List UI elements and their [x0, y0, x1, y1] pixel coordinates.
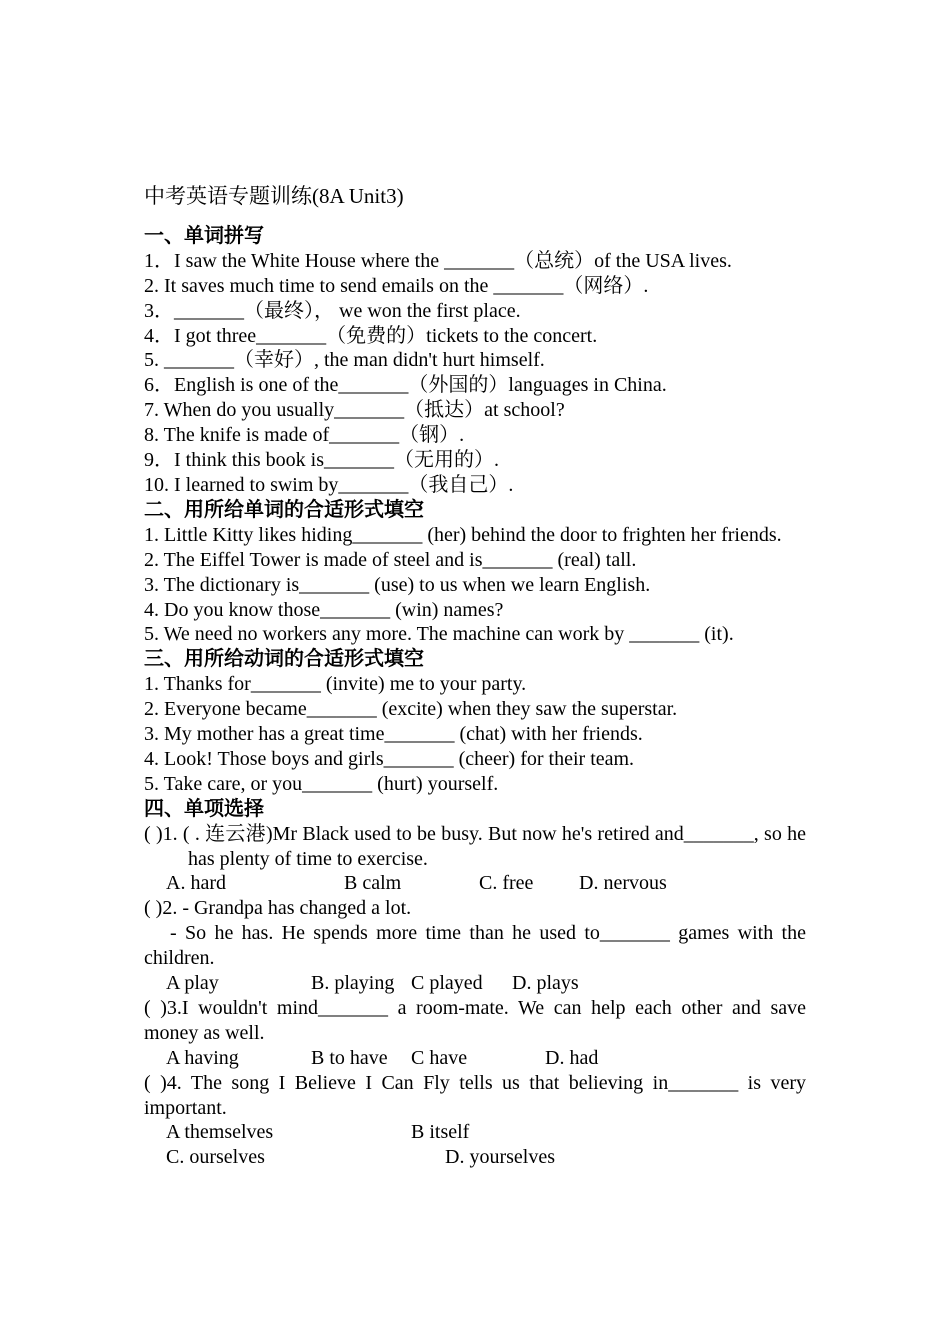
option-a: A having — [166, 1046, 239, 1069]
question-item: 4. Look! Those boys and girls_______ (cheer) for their team. — [144, 747, 635, 770]
mc-question-2-stem: ( )2. - Grandpa has changed a lot. — [144, 897, 412, 920]
mc-question-3-options — [144, 1046, 806, 1071]
question-item: 9．I think this book is_______（无用的）. — [144, 449, 500, 472]
question-item: 4. Do you know those_______ (win) names? — [144, 598, 504, 621]
option-b: B to have — [311, 1046, 388, 1069]
question-item: 1. Thanks for_______ (invite) me to your party. — [144, 673, 527, 696]
section-3-heading: 三、用所给动词的合适形式填空 — [144, 648, 424, 671]
option-d: D. yourselves — [445, 1146, 555, 1169]
mc-question-3-stem: ( )3.I wouldn't mind_______ a room-mate. We can help each other and save money as well. — [144, 996, 806, 1044]
mc-question-4-options-row-2 — [144, 1145, 806, 1170]
question-item: 2. The Eiffel Tower is made of steel and is_______ (real) tall. — [144, 548, 637, 571]
question-item: 5. Take care, or you_______ (hurt) yourself. — [144, 772, 499, 795]
option-c: C. free — [479, 872, 534, 895]
question-item: 5. _______（幸好）, the man didn't hurt himself. — [144, 349, 545, 372]
worksheet — [144, 184, 806, 1170]
mc-question-4-stem: ( )4. The song I Believe I Can Fly tells us that believing in_______ is very important. — [144, 1071, 806, 1119]
option-d: D. nervous — [579, 872, 667, 895]
question-item: 3. My mother has a great time_______ (chat) with her friends. — [144, 723, 643, 746]
section-1-heading: 一、单词拼写 — [144, 224, 264, 247]
mc-question-2-reply: - So he has. He spends more time than he used to_______ games with the children. — [144, 922, 806, 970]
question-item: 2. Everyone became_______ (excite) when they saw the superstar. — [144, 698, 678, 721]
option-c: C played — [411, 972, 483, 995]
question-item: 10. I learned to swim by_______（我自己）. — [144, 473, 514, 496]
question-item: 7. When do you usually_______（抵达）at school? — [144, 399, 565, 422]
question-item: 6．English is one of the_______（外国的）languages in China. — [144, 374, 667, 397]
option-a: A themselves — [166, 1121, 274, 1144]
option-c: C have — [411, 1046, 468, 1069]
option-d: D. had — [545, 1046, 599, 1069]
mc-question-1-options — [144, 871, 806, 896]
mc-question-2-options — [144, 971, 806, 996]
option-c: C. ourselves — [166, 1146, 265, 1169]
mc-question-1-stem: ( )1. ( . 连云港)Mr Black used to be busy. But now he's retired and_______, so he has plenty of time to exercise. — [144, 822, 806, 870]
worksheet-title: 中考英语专题训练(8A Unit3) — [144, 184, 404, 208]
option-a: A. hard — [166, 872, 226, 895]
option-d: D. plays — [512, 972, 579, 995]
question-item: 3．_______（最终）， we won the first place. — [144, 299, 521, 322]
question-item: 4．I got three_______（免费的）tickets to the concert. — [144, 324, 598, 347]
question-item: 1．I saw the White House where the _______（总统）of the USA lives. — [144, 249, 732, 272]
option-a: A play — [166, 972, 219, 995]
question-item: 1. Little Kitty likes hiding_______ (her) behind the door to frighten her friends. — [144, 523, 782, 546]
question-item: 5. We need no workers any more. The machine can work by _______ (it). — [144, 623, 734, 646]
section-2-heading: 二、用所给单词的合适形式填空 — [144, 498, 424, 521]
question-item: 8. The knife is made of_______（钢）. — [144, 424, 465, 447]
option-b: B. playing — [311, 972, 395, 995]
question-item: 2. It saves much time to send emails on the _______（网络）. — [144, 274, 649, 297]
mc-question-4-options-row-1 — [144, 1120, 806, 1145]
option-b: B calm — [344, 872, 402, 895]
section-4-heading: 四、单项选择 — [144, 797, 264, 820]
option-b: B itself — [411, 1121, 470, 1144]
question-item: 3. The dictionary is_______ (use) to us when we learn English. — [144, 573, 651, 596]
